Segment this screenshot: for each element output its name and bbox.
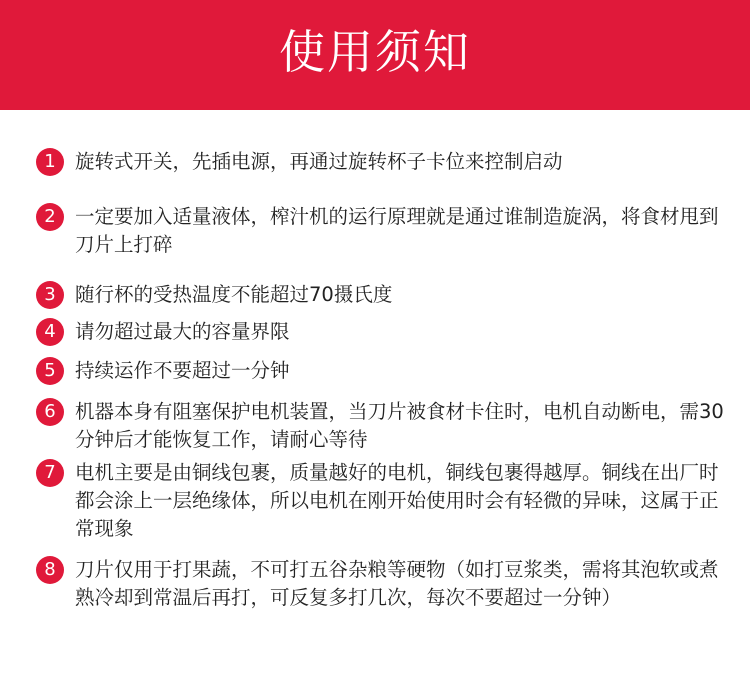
item-number-badge: 1 — [36, 148, 64, 176]
notice-item-8 — [36, 556, 726, 612]
notice-text: 电机主要是由铜线包裹，质量越好的电机，铜线包裹得越厚。铜线在出厂时都会涂上一层绝缘体，所以电机在刚开始使用时会有轻微的异味，这属于正常现象 — [75, 461, 719, 540]
notice-item-5 — [36, 357, 726, 385]
notice-text: 机器本身有阻塞保护电机装置，当刀片被食材卡住时，电机自动断电，需30分钟后才能恢复工作，请耐心等待 — [75, 400, 724, 451]
notice-item-7 — [36, 459, 726, 543]
notice-item-1 — [36, 148, 726, 176]
item-number-badge: 7 — [36, 459, 64, 487]
notice-item-3 — [36, 281, 726, 309]
notice-text: 一定要加入适量液体，榨汁机的运行原理就是通过谁制造旋涡，将食材甩到刀片上打碎 — [75, 205, 719, 256]
item-number-badge: 8 — [36, 556, 64, 584]
title-banner — [0, 0, 750, 110]
notice-item-4 — [36, 318, 726, 346]
item-number-badge: 5 — [36, 357, 64, 385]
notice-text: 旋转式开关，先插电源，再通过旋转杯子卡位来控制启动 — [75, 150, 563, 173]
item-number-badge: 2 — [36, 203, 64, 231]
notice-text: 请勿超过最大的容量界限 — [75, 320, 290, 343]
item-number-badge: 3 — [36, 281, 64, 309]
page-title: 使用须知 — [279, 25, 471, 79]
notice-text: 刀片仅用于打果蔬，不可打五谷杂粮等硬物（如打豆浆类，需将其泡软或煮熟冷却到常温后再打，可反复多打几次，每次不要超过一分钟） — [75, 558, 719, 609]
item-number-badge: 6 — [36, 398, 64, 426]
notice-text: 随行杯的受热温度不能超过70摄氏度 — [75, 283, 393, 306]
notice-item-6 — [36, 398, 726, 454]
notice-item-2 — [36, 203, 726, 259]
notice-text: 持续运作不要超过一分钟 — [75, 359, 290, 382]
item-number-badge: 4 — [36, 318, 64, 346]
